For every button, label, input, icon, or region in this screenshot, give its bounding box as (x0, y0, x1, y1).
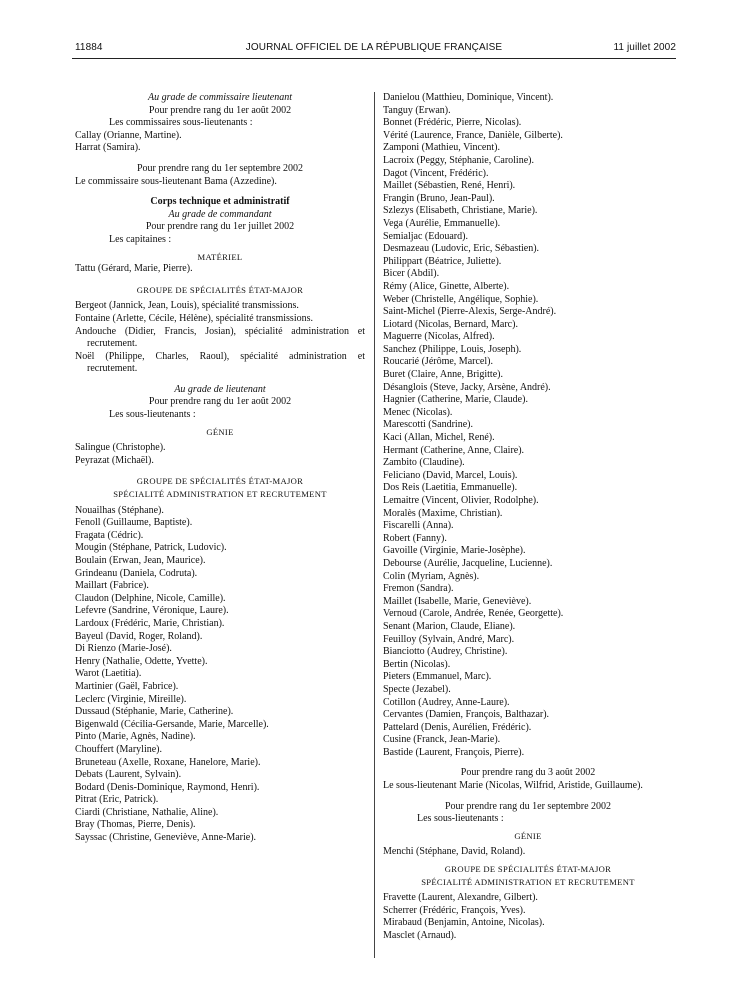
list-item: Pieters (Emmanuel, Marc). (383, 671, 492, 683)
list-item: Grindeanu (Daniela, Codruta). (75, 567, 198, 579)
list-item: Cusine (Franck, Jean-Marie). (383, 734, 501, 746)
list-item: Danielou (Matthieu, Dominique, Vincent). (383, 92, 554, 103)
list-item: Maillet (Sébastien, René, Henri). (383, 180, 516, 192)
category-heading: SPÉCIALITÉ ADMINISTRATION ET RECRUTEMENT (113, 489, 327, 500)
list-item: Maillart (Fabrice). (75, 580, 149, 592)
list-item: Lacroix (Peggy, Stéphanie, Caroline). (383, 154, 534, 166)
list-item: Fenoll (Guillaume, Baptiste). (75, 517, 193, 529)
list-item: Bianciotto (Audrey, Christine). (383, 646, 508, 658)
list-item: Roucarié (Jérôme, Marcel). (383, 356, 493, 368)
list-item: Henry (Nathalie, Odette, Yvette). (75, 655, 208, 667)
category-heading: MATÉRIEL (197, 251, 243, 262)
list-item: Pattelard (Denis, Aurélien, Frédéric). (383, 721, 532, 733)
list-item: Lemaitre (Vincent, Olivier, Rodolphe). (383, 495, 539, 506)
journal-title: JOURNAL OFFICIEL DE LA RÉPUBLIQUE FRANÇAISE (245, 42, 503, 53)
column-divider (374, 92, 375, 958)
list-item: Maguerre (Nicolas, Alfred). (383, 331, 495, 343)
list-item: Boulain (Erwan, Jean, Maurice). (75, 555, 206, 566)
centered-line: Pour prendre rang du 1er septembre 2002 (444, 800, 612, 812)
spacer (75, 155, 365, 163)
list-item: Ciardi (Christiane, Nathalie, Aline). (75, 806, 219, 818)
list-item: Warot (Laetitia). (75, 668, 142, 680)
centered-line: Pour prendre rang du 1er août 2002 (148, 104, 292, 116)
list-item: Szlezys (Elisabeth, Christiane, Marie). (383, 205, 538, 217)
list-item: Fremon (Sandra). (383, 583, 454, 595)
list-item: Bruneteau (Axelle, Roxane, Hanelore, Marie). (75, 756, 261, 768)
list-item: Feuilloy (Sylvain, André, Marc). (383, 633, 515, 645)
list-item: Robert (Fanny). (383, 532, 447, 544)
issue-date: 11 juillet 2002 (613, 42, 676, 53)
list-item: Fragata (Cédric). (75, 529, 144, 541)
list-item: Bonnet (Frédéric, Pierre, Nicolas). (383, 117, 522, 129)
section-heading: Corps technique et administratif (150, 196, 290, 208)
centered-line: Pour prendre rang du 1er juillet 2002 (145, 221, 295, 233)
left-column (75, 92, 365, 845)
list-item: Vernoud (Carole, Andrée, Renée, Georgette). (383, 608, 564, 620)
list-item: Rémy (Alice, Ginette, Alberte). (383, 280, 510, 292)
list-item: Cotillon (Audrey, Anne-Laure). (383, 696, 510, 708)
category-heading: GROUPE DE SPÉCIALITÉS ÉTAT-MAJOR (444, 864, 612, 875)
list-item: Vérité (Laurence, France, Danièle, Gilberte). (383, 129, 563, 141)
list-item: Colin (Myriam, Agnès). (383, 570, 480, 582)
list-item: Masclet (Arnaud). (383, 930, 457, 941)
list-item: Kaci (Allan, Michel, René). (383, 432, 495, 444)
list-item: Menchi (Stéphane, David, Roland). (383, 846, 526, 858)
list-item: Lardoux (Frédéric, Marie, Christian). (75, 617, 225, 629)
intro-line: Les sous-lieutenants : (417, 813, 504, 825)
list-item: Bayeul (David, Roger, Roland). (75, 630, 203, 642)
list-item: Claudon (Delphine, Nicole, Camille). (75, 592, 226, 604)
list-item: Gavoille (Virginie, Marie-Josèphe). (383, 545, 526, 557)
category-heading: GROUPE DE SPÉCIALITÉS ÉTAT-MAJOR (136, 284, 304, 295)
list-item: Sayssac (Christine, Geneviève, Anne-Marie). (75, 832, 257, 844)
list-item: Specte (Jezabel). (383, 683, 451, 695)
list-item: Mougin (Stéphane, Patrick, Ludovic). (75, 542, 227, 554)
list-item: Chouffert (Maryline). (75, 743, 163, 755)
list-item: Dagot (Vincent, Frédéric). (383, 167, 489, 179)
list-item: Leclerc (Virginie, Mireille). (75, 693, 187, 705)
list-item: Bertin (Nicolas). (383, 658, 451, 670)
list-item: Le commissaire sous-lieutenant Bama (Azzedine). (75, 175, 277, 187)
list-item: Bergeot (Jannick, Jean, Louis), spécialité transmissions. (75, 300, 299, 312)
list-item: Marescotti (Sandrine). (383, 419, 473, 431)
list-item: Feliciano (David, Marcel, Louis). (383, 469, 518, 481)
list-item: Zambito (Claudine). (383, 457, 465, 469)
list-item: Buret (Claire, Anne, Brigitte). (383, 369, 503, 381)
list-item: Scherrer (Frédéric, François, Yves). (383, 904, 526, 916)
intro-line: Les sous-lieutenants : (109, 409, 196, 421)
spacer (75, 188, 365, 196)
list-item: Harrat (Samira). (75, 142, 141, 154)
list-item: Mirabaud (Benjamin, Antoine, Nicolas). (383, 917, 545, 929)
entry-line: Noël (Philippe, Charles, Raoul), spécialité administration et recrutement. (75, 350, 365, 375)
list-item: Hagnier (Catherine, Marie, Claude). (383, 394, 528, 406)
list-item: Di Rienzo (Marie-José). (75, 643, 172, 655)
list-item: Debourse (Aurélie, Jacqueline, Lucienne). (383, 557, 553, 569)
list-item: Dos Reis (Laetitia, Emmanuelle). (383, 482, 518, 494)
list-item: Tattu (Gérard, Marie, Pierre). (75, 263, 193, 275)
list-item: Callay (Orianne, Martine). (75, 129, 182, 141)
list-item: Bastide (Laurent, François, Pierre). (383, 746, 525, 758)
list-item: Pitrat (Eric, Patrick). (75, 794, 159, 806)
intro-line: Les capitaines : (109, 233, 172, 245)
spacer (75, 467, 365, 475)
list-item: Hermant (Catherine, Anne, Claire). (383, 444, 525, 456)
list-item: Désanglois (Steve, Jacky, Arsène, André). (383, 381, 551, 393)
list-item: Nouailhas (Stéphane). (75, 504, 164, 516)
list-item: Bicer (Abdil). (383, 268, 440, 280)
list-item: Cervantes (Damien, François, Balthazar). (383, 709, 550, 721)
list-item: Dussaud (Stéphanie, Marie, Catherine). (75, 706, 234, 718)
spacer (75, 376, 365, 384)
list-item: Maillet (Isabelle, Marie, Geneviève). (383, 595, 532, 607)
list-item: Salingue (Christophe). (75, 442, 166, 454)
list-item: Fravette (Laurent, Alexandre, Gilbert). (383, 892, 538, 904)
list-item: Tanguy (Erwan). (383, 104, 451, 116)
list-item: Debats (Laurent, Sylvain). (75, 769, 182, 781)
category-heading: GÉNIE (206, 426, 234, 437)
list-item: Liotard (Nicolas, Bernard, Marc). (383, 318, 518, 330)
list-item: Bray (Thomas, Pierre, Denis). (75, 819, 196, 831)
category-heading: GÉNIE (514, 830, 542, 841)
list-item: Bodard (Denis-Dominique, Raymond, Henri). (75, 781, 260, 793)
list-item: Moralès (Maxime, Christian). (383, 507, 503, 519)
list-item: Vega (Aurélie, Emmanuelle). (383, 217, 501, 229)
list-item: Peyrazat (Michaël). (75, 454, 154, 466)
list-item: Zamponi (Mathieu, Vincent). (383, 142, 500, 154)
list-item: Bigenwald (Cécilia-Gersande, Marie, Marcelle). (75, 718, 269, 730)
list-item: Frangin (Bruno, Jean-Paul). (383, 192, 495, 204)
entry-line: Le sous-lieutenant Marie (Nicolas, Wilfrid, Aristide, Guillaume). (383, 780, 643, 792)
spacer (383, 759, 673, 767)
rank-heading: Au grade de lieutenant (174, 383, 266, 395)
category-heading: SPÉCIALITÉ ADMINISTRATION ET RECRUTEMENT (421, 876, 635, 887)
list-item: Philippart (Béatrice, Juliette). (383, 255, 502, 267)
list-item: Desmazeau (Ludovic, Eric, Sébastien). (383, 243, 540, 255)
list-item: Semialjac (Edouard). (383, 230, 468, 242)
spacer (383, 793, 673, 801)
list-item: Pinto (Marie, Agnès, Nadine). (75, 731, 196, 743)
entry-line: Andouche (Didier, Francis, Josian), spécialité administration et recrutement. (75, 325, 365, 350)
right-column (383, 92, 673, 943)
list-item: Senant (Marion, Claude, Eliane). (383, 620, 516, 632)
list-item: Fiscarelli (Anna). (383, 520, 454, 532)
centered-line: Pour prendre rang du 3 août 2002 (460, 767, 596, 779)
spacer (75, 276, 365, 284)
list-item: Lefevre (Sandrine, Véronique, Laure). (75, 605, 229, 617)
centered-line: Pour prendre rang du 1er septembre 2002 (136, 162, 304, 174)
list-item: Martinier (Gaël, Fabrice). (75, 680, 179, 692)
rank-heading: Au grade de commissaire lieutenant (147, 92, 293, 103)
rank-heading: Au grade de commandant (168, 208, 272, 220)
header-rule (72, 58, 676, 59)
category-heading: GROUPE DE SPÉCIALITÉS ÉTAT-MAJOR (136, 476, 304, 487)
list-item: Fontaine (Arlette, Cécile, Hélène), spécialité transmissions. (75, 312, 313, 324)
centered-line: Pour prendre rang du 1er août 2002 (148, 396, 292, 408)
list-item: Weber (Christelle, Angélique, Sophie). (383, 293, 539, 305)
list-item: Saint-Michel (Pierre-Alexis, Serge-André). (383, 306, 557, 318)
list-item: Menec (Nicolas). (383, 406, 453, 418)
page-number: 11884 (75, 42, 103, 53)
list-item: Sanchez (Philippe, Louis, Joseph). (383, 343, 522, 355)
intro-line: Les commissaires sous-lieutenants : (109, 117, 253, 129)
